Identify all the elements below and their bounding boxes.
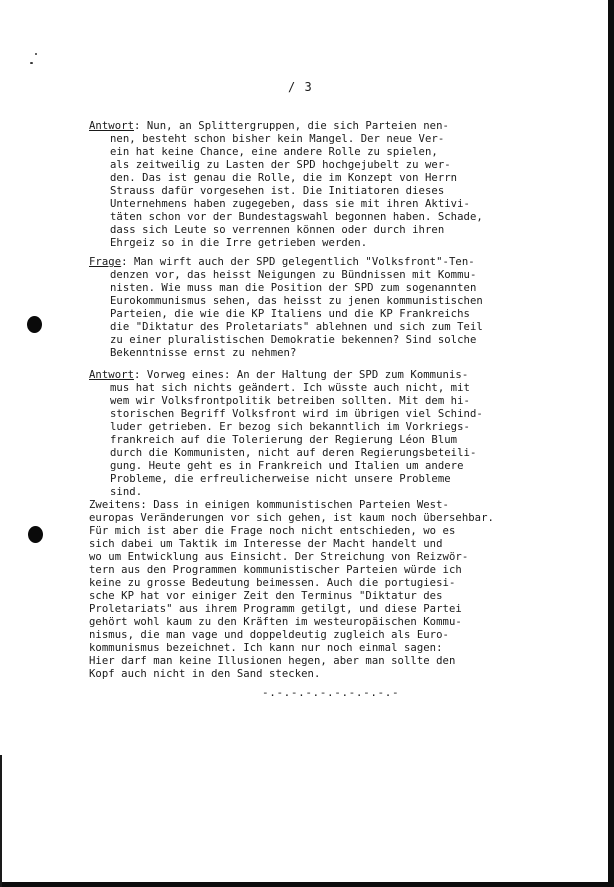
text-line: denzen vor, das heisst Neigungen zu Bündnissen mit Kommu-	[110, 269, 477, 281]
text-line: luder getrieben. Er bezog sich bekanntlich im Vorkriegs-	[110, 421, 470, 433]
scan-speck	[35, 53, 37, 55]
end-divider: -.-.-.-.-.-.-.-.-.-	[262, 686, 400, 699]
text-line: nismus, die man vage und doppeldeutig zugleich als Euro-	[89, 629, 449, 641]
text-line: tern aus den Programmen kommunistischer Parteien würde ich	[89, 564, 462, 576]
text-line: Strauss dafür vorgesehen ist. Die Initiatoren dieses	[110, 185, 445, 197]
text-line: gehört wohl kaum zu den Kräften im westeuropäischen Kommu-	[89, 616, 462, 628]
text-line: gung. Heute geht es in Frankreich und Italien um andere	[110, 460, 464, 472]
text-line: Frage: Man wirft auch der SPD gelegentlich "Volksfront"-Ten-	[89, 256, 475, 268]
text-line: mus hat sich nichts geändert. Ich wüsste auch nicht, mit	[110, 382, 470, 394]
text-line: Antwort: Vorweg eines: An der Haltung der SPD zum Kommunis-	[89, 369, 469, 381]
scan-edge-left	[0, 755, 2, 887]
text-line: Zweitens: Dass in einigen kommunistischen Parteien West-	[89, 499, 449, 511]
text-line: sche KP hat vor einiger Zeit den Terminus "Diktatur des	[89, 590, 443, 602]
speaker-label: Antwort	[89, 120, 134, 132]
text-line: durch die Kommunisten, nicht auf deren Regierungsbeteili-	[110, 447, 477, 459]
punch-hole-bottom	[28, 526, 43, 543]
text-line: Kopf auch nicht in den Sand stecken.	[89, 668, 321, 680]
text-line: sind.	[110, 486, 143, 498]
text-line: Unternehmens haben zugegeben, dass sie mit ihren Aktivi-	[110, 198, 470, 210]
text-line: als zeitweilig zu Lasten der SPD hochgejubelt zu wer-	[110, 159, 451, 171]
text-line: die "Diktatur des Proletariats" ablehnen und sich zum Teil	[110, 321, 483, 333]
text-line: frankreich auf die Tolerierung der Regierung Léon Blum	[110, 434, 458, 446]
speaker-label: Frage	[89, 256, 122, 268]
text-line: Ehrgeiz so in die Irre getrieben werden.	[110, 237, 368, 249]
text-line: nisten. Wie muss man die Position der SPD zum sogenannten	[110, 282, 477, 294]
text-line: Bekenntnisse ernst zu nehmen?	[110, 347, 297, 359]
scan-edge-bottom	[0, 882, 614, 887]
text-line: Hier darf man keine Illusionen hegen, aber man sollte den	[89, 655, 456, 667]
text-line: ein hat keine Chance, eine andere Rolle zu spielen,	[110, 146, 438, 158]
text-line: dass sich Leute so verrennen können oder durch ihren	[110, 224, 445, 236]
page-number: / 3	[288, 80, 313, 94]
text-line: täten schon vor der Bundestagswahl begonnen haben. Schade,	[110, 211, 483, 223]
text-line: nen, besteht schon bisher kein Mangel. Der neue Ver-	[110, 133, 445, 145]
text-line: den. Das ist genau die Rolle, die im Konzept von Herrn	[110, 172, 458, 184]
text-line: Proletariats" aus ihrem Programm getilgt, und diese Partei	[89, 603, 462, 615]
text-line: storischen Begriff Volksfront wird im übrigen viel Schind-	[110, 408, 483, 420]
text-line: Für mich ist aber die Frage noch nicht entschieden, wo es	[89, 525, 456, 537]
punch-hole-top	[27, 316, 42, 333]
text-line: keine zu grosse Bedeutung beimessen. Auch die portugiesi-	[89, 577, 456, 589]
text-line: Probleme, die erfreulicherweise nicht unsere Probleme	[110, 473, 451, 485]
text-line: kommunismus bezeichnet. Ich kann nur noch einmal sagen:	[89, 642, 443, 654]
text-line: Parteien, die wie die KP Italiens und die KP Frankreichs	[110, 308, 470, 320]
text-line: europas Veränderungen vor sich gehen, ist kaum noch übersehbar.	[89, 512, 494, 524]
scan-speck	[30, 62, 33, 64]
text-line: Antwort: Nun, an Splittergruppen, die sich Parteien nen-	[89, 120, 449, 132]
speaker-label: Antwort	[89, 369, 134, 381]
text-line: sich dabei um Taktik im Interesse der Macht handelt und	[89, 538, 443, 550]
scan-edge-right	[608, 0, 614, 887]
text-line: wo um Entwicklung aus Einsicht. Der Streichung von Reizwör-	[89, 551, 469, 563]
text-line: Eurokommunismus sehen, das heisst zu jenen kommunistischen	[110, 295, 483, 307]
text-line: zu einer pluralistischen Demokratie bekennen? Sind solche	[110, 334, 477, 346]
text-line: wem wir Volksfrontpolitik betreiben sollten. Mit dem hi-	[110, 395, 470, 407]
